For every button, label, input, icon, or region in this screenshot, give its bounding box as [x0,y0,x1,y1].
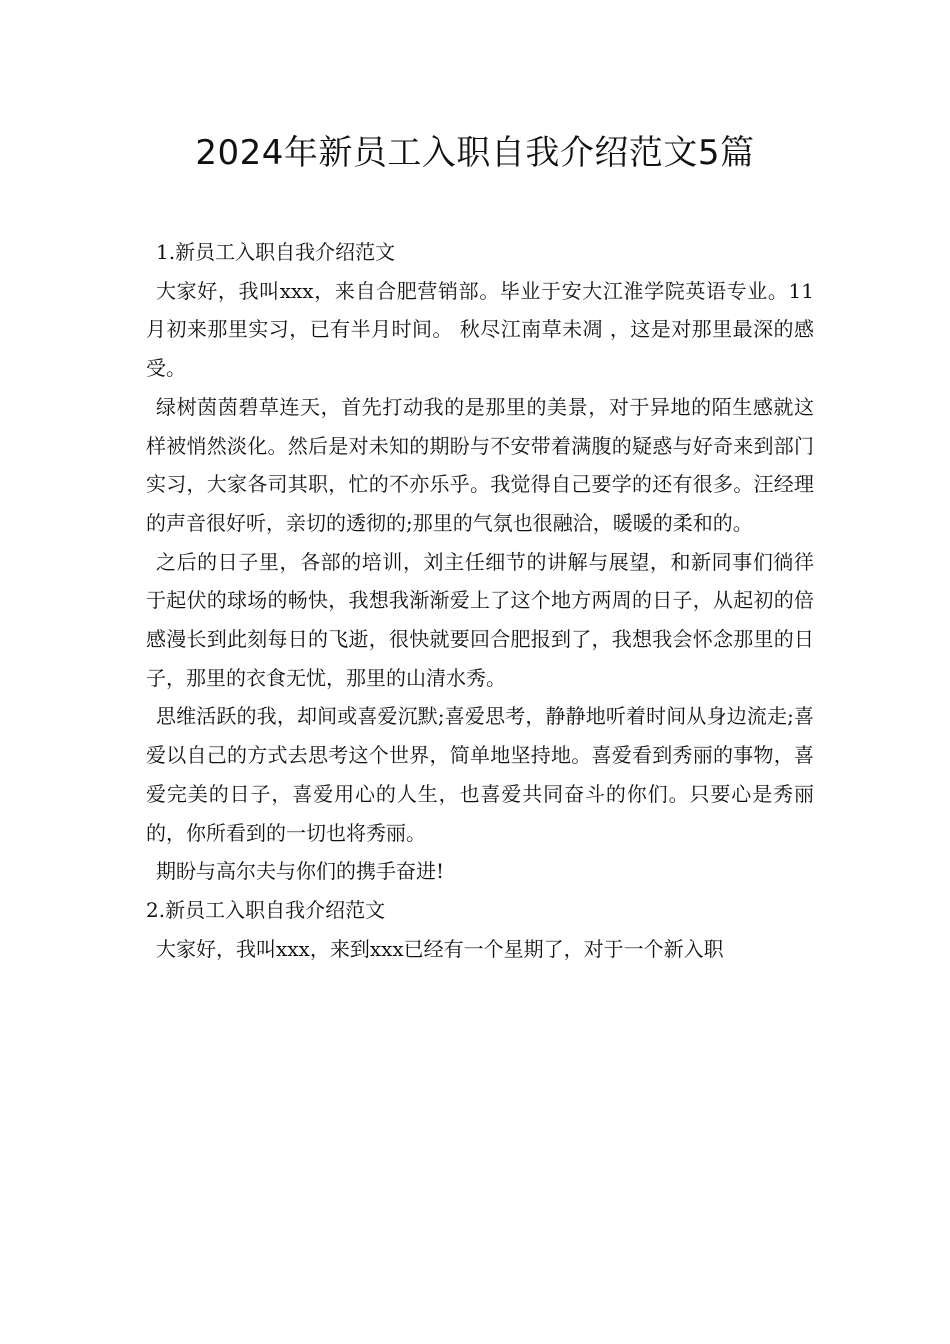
section-2-heading: 2.新员工入职自我介绍范文 [146,897,386,922]
section-1-paragraph-5: 期盼与高尔夫与你们的携手奋进! [156,859,445,884]
document-body [146,233,814,968]
section-1-heading: 1.新员工入职自我介绍范文 [156,240,396,264]
section-1-paragraph-1: 大家好，我叫xxx，来自合肥营销部。毕业于安大江淮学院英语专业。11月初来那里实习，已有半月时间。 秋尽江南草未凋 ，这是对那里最深的感受。 [146,278,814,381]
section-1-paragraph-4: 思维活跃的我，却间或喜爱沉默;喜爱思考，静静地听着时间从身边流走;喜爱以自己的方式去思考这个世界，简单地坚持地。喜爱看到秀丽的事物，喜爱完美的日子，喜爱用心的人生，也喜爱共同奋斗的你们。只要心是秀丽的，你所看到的一切也将秀丽。 [146,704,814,845]
section-2-paragraph-1: 大家好，我叫xxx，来到xxx已经有一个星期了，对于一个新入职 [156,936,724,961]
section-1-paragraph-2: 绿树茵茵碧草连天，首先打动我的是那里的美景，对于异地的陌生感就这样被悄然淡化。然后是对未知的期盼与不安带着满腹的疑惑与好奇来到部门实习，大家各司其职，忙的不亦乐乎。我觉得自己要学的还有很多。汪经理的声音很好听，亲切的透彻的;那里的气氛也很融洽，暖暖的柔和的。 [146,394,814,535]
document-title: 2024年新员工入职自我介绍范文5篇 [195,133,755,173]
section-1-paragraph-3: 之后的日子里，各部的培训，刘主任细节的讲解与展望，和新同事们徜徉于起伏的球场的畅快，我想我渐渐爱上了这个地方两周的日子，从起初的倍感漫长到此刻每日的飞逝，很快就要回合肥报到了，我想我会怀念那里的日子，那里的衣食无忧，那里的山清水秀。 [146,549,814,690]
